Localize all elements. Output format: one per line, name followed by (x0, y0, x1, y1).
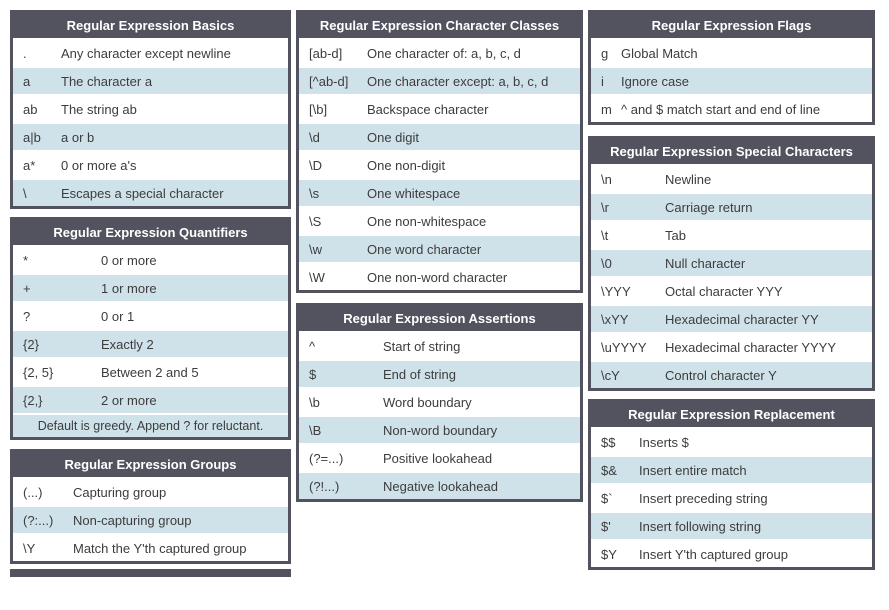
table-row (13, 385, 288, 413)
table-basics-rows (13, 38, 288, 206)
table-row (13, 150, 288, 178)
description-cell: One character except: a, b, c, d (367, 73, 549, 89)
pattern-cell: (?=...) (309, 450, 344, 466)
description-cell: Between 2 and 5 (101, 364, 199, 380)
description-cell: Insert entire match (639, 462, 747, 478)
pattern-cell: [^ab-d] (309, 73, 349, 89)
table-row (13, 477, 288, 505)
pattern-cell: \ (23, 185, 27, 201)
description-cell: Null character (665, 255, 746, 271)
description-cell: Newline (665, 171, 712, 187)
table-row (299, 234, 580, 262)
pattern-cell: \B (309, 422, 322, 438)
table-row (591, 248, 872, 276)
table-special-characters-rows (591, 164, 872, 388)
table-row (591, 276, 872, 304)
description-cell: One word character (367, 241, 482, 257)
description-cell: 0 or more a's (61, 157, 137, 173)
table-basics (10, 10, 291, 209)
table-basics-title: Regular Expression Basics (13, 13, 288, 38)
pattern-cell: a (23, 73, 31, 89)
description-cell: Word boundary (383, 394, 472, 410)
table-row (13, 66, 288, 94)
description-cell: ^ and $ match start and end of line (621, 101, 821, 117)
pattern-cell: m (601, 101, 612, 117)
pattern-cell: ab (23, 101, 38, 117)
table-groups-title: Regular Expression Groups (13, 452, 288, 477)
description-cell: Start of string (383, 338, 461, 354)
table-special-characters-title: Regular Expression Special Characters (591, 139, 872, 164)
table-row (13, 505, 288, 533)
table-row (591, 332, 872, 360)
table-replacement (588, 399, 875, 570)
table-quantifiers (10, 217, 291, 440)
table-assertions (296, 303, 583, 502)
table-character-classes-rows (299, 38, 580, 290)
description-cell: 1 or more (101, 280, 157, 296)
table-row (591, 38, 872, 66)
table-row (299, 471, 580, 499)
pattern-cell: $& (601, 462, 617, 478)
table-row (591, 511, 872, 539)
pattern-cell: ? (23, 308, 31, 324)
pattern-cell: \n (601, 171, 612, 187)
table-assertions-title: Regular Expression Assertions (299, 306, 580, 331)
table-row (299, 415, 580, 443)
pattern-cell: \cY (601, 367, 620, 383)
pattern-cell: {2, 5} (23, 364, 54, 380)
table-row (13, 533, 288, 561)
pattern-cell: \YYY (601, 283, 631, 299)
description-cell: Backspace character (367, 101, 489, 117)
pattern-cell: i (601, 73, 604, 89)
table-row (591, 66, 872, 94)
table-row (13, 301, 288, 329)
description-cell: Control character Y (665, 367, 777, 383)
pattern-cell: \D (309, 157, 322, 173)
table-row (591, 360, 872, 388)
description-cell: Hexadecimal character YY (665, 311, 819, 327)
pattern-cell: \r (601, 199, 609, 215)
description-cell: Negative lookahead (383, 478, 498, 494)
description-cell: Positive lookahead (383, 450, 493, 466)
table-row (299, 150, 580, 178)
table-row (13, 357, 288, 385)
description-cell: One character of: a, b, c, d (367, 45, 521, 61)
table-row (299, 94, 580, 122)
table-row (13, 122, 288, 150)
pattern-cell: \Y (23, 540, 36, 556)
table-row (13, 273, 288, 301)
pattern-cell: . (23, 45, 27, 61)
table-character-classes-title: Regular Expression Character Classes (299, 13, 580, 38)
table-row (299, 262, 580, 290)
description-cell: One digit (367, 129, 420, 145)
table-row (299, 178, 580, 206)
pattern-cell: (?!...) (309, 478, 340, 494)
pattern-cell: \S (309, 213, 322, 229)
table-row (13, 329, 288, 357)
table-row (591, 94, 872, 122)
pattern-cell: $ (309, 366, 317, 382)
table-row (299, 38, 580, 66)
description-cell: a or b (61, 129, 95, 145)
pattern-cell: ^ (309, 338, 316, 354)
table-row (13, 38, 288, 66)
description-cell: Carriage return (665, 199, 753, 215)
description-cell: One non-whitespace (367, 213, 487, 229)
pattern-cell: \xYY (601, 311, 629, 327)
pattern-cell: g (601, 45, 609, 61)
table-replacement-rows (591, 427, 872, 567)
pattern-cell: (?:...) (23, 512, 54, 528)
table-flags (588, 10, 875, 125)
description-cell: Any character except newline (61, 45, 231, 61)
pattern-cell: (...) (23, 484, 43, 500)
pattern-cell: $$ (601, 434, 616, 450)
description-cell: End of string (383, 366, 456, 382)
table-row (591, 304, 872, 332)
table-row (299, 443, 580, 471)
pattern-cell: \uYYYY (601, 339, 647, 355)
table-row (591, 164, 872, 192)
table-row (591, 220, 872, 248)
description-cell: 0 or more (101, 252, 157, 268)
pattern-cell: $Y (601, 546, 617, 562)
pattern-cell: \b (309, 394, 320, 410)
description-cell: The string ab (61, 101, 137, 117)
pattern-cell: \d (309, 129, 320, 145)
table-character-classes (296, 10, 583, 293)
description-cell: The character a (61, 73, 153, 89)
table-special-characters (588, 136, 875, 391)
description-cell: Hexadecimal character YYYY (665, 339, 837, 355)
pattern-cell: \t (601, 227, 609, 243)
description-cell: One whitespace (367, 185, 461, 201)
description-cell: Capturing group (73, 484, 167, 500)
table-row (591, 483, 872, 511)
description-cell: Exactly 2 (101, 336, 154, 352)
table-row (13, 245, 288, 273)
table-quantifiers-title: Regular Expression Quantifiers (13, 220, 288, 245)
table-row (591, 539, 872, 567)
table-flags-rows (591, 38, 872, 122)
pattern-cell: {2} (23, 336, 39, 352)
quantifiers-footnote: Default is greedy. Append ? for reluctant. (13, 413, 288, 437)
pattern-cell: $` (601, 490, 613, 506)
pattern-cell: \s (309, 185, 320, 201)
table-row (591, 455, 872, 483)
next-table-header-cutoff (10, 569, 291, 577)
table-flags-title: Regular Expression Flags (591, 13, 872, 38)
pattern-cell: {2,} (23, 392, 43, 408)
description-cell: Insert following string (639, 518, 762, 534)
description-cell: Escapes a special character (61, 185, 224, 201)
column-left (10, 10, 291, 577)
pattern-cell: \W (309, 269, 325, 285)
table-row (299, 66, 580, 94)
pattern-cell: \0 (601, 255, 612, 271)
pattern-cell: [\b] (309, 101, 328, 117)
table-row (13, 178, 288, 206)
description-cell: Ignore case (621, 73, 689, 89)
pattern-cell: a|b (23, 129, 41, 145)
table-row (299, 359, 580, 387)
table-row (591, 192, 872, 220)
table-quantifiers-rows (13, 245, 288, 437)
pattern-cell: + (23, 280, 31, 296)
pattern-cell: [ab-d] (309, 45, 343, 61)
table-row (299, 122, 580, 150)
description-cell: Insert preceding string (639, 490, 768, 506)
description-cell: 0 or 1 (101, 308, 135, 324)
description-cell: 2 or more (101, 392, 157, 408)
table-row (299, 331, 580, 359)
pattern-cell: $' (601, 518, 611, 534)
description-cell: Match the Y'th captured group (73, 540, 247, 556)
description-cell: Global Match (621, 45, 698, 61)
description-cell: Non-capturing group (73, 512, 192, 528)
column-middle (296, 10, 583, 577)
description-cell: One non-word character (367, 269, 508, 285)
description-cell: Tab (665, 227, 686, 243)
pattern-cell: * (23, 252, 29, 268)
table-row (299, 206, 580, 234)
table-replacement-title: Regular Expression Replacement (591, 402, 872, 427)
column-right (588, 10, 875, 577)
description-cell: Inserts $ (639, 434, 689, 450)
table-groups (10, 449, 291, 564)
table-groups-rows (13, 477, 288, 561)
table-assertions-rows (299, 331, 580, 499)
pattern-cell: a* (23, 157, 36, 173)
description-cell: Insert Y'th captured group (639, 546, 788, 562)
table-row (299, 387, 580, 415)
description-cell: Non-word boundary (383, 422, 498, 438)
table-row (591, 427, 872, 455)
description-cell: One non-digit (367, 157, 446, 173)
pattern-cell: \w (309, 241, 322, 257)
description-cell: Octal character YYY (665, 283, 783, 299)
table-row (13, 94, 288, 122)
